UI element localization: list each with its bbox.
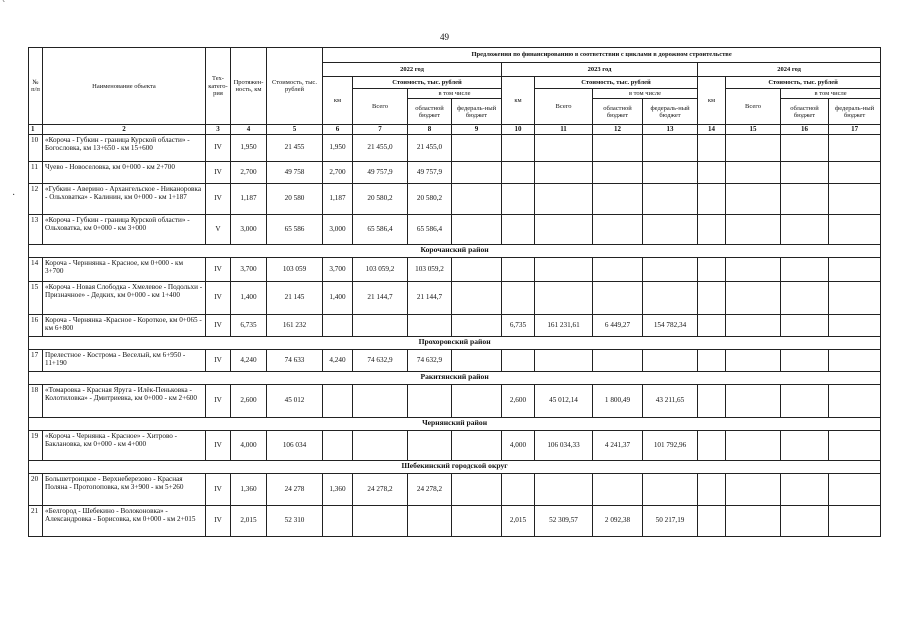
km-2023-cell — [502, 161, 535, 183]
federal-2024-cell — [829, 384, 881, 417]
page-number: 49 — [440, 32, 449, 42]
year-2023-header: 2023 год — [502, 63, 698, 77]
object-name-cell: «Короча - Новая Слободка - Хмелевое - Подольхи - Призначное» - Дедких, км 0+000 - км 1+400 — [43, 281, 206, 314]
regional-2022-cell: 21 455,0 — [408, 134, 452, 161]
km-2022-cell — [323, 314, 353, 336]
year-2022-header: 2022 год — [323, 63, 502, 77]
km-2022-cell — [323, 384, 353, 417]
row-number-cell: 15 — [29, 281, 43, 314]
total-2023-cell — [535, 134, 593, 161]
row-number-cell: 16 — [29, 314, 43, 336]
regional-2024-cell — [781, 505, 829, 536]
cost-label-header: Стоимость, тыс. рублей — [726, 77, 881, 89]
km-2024-cell — [698, 430, 726, 460]
total-2024-cell — [726, 257, 781, 281]
category-cell: IV — [206, 384, 231, 417]
total-2022-cell — [353, 505, 408, 536]
category-cell: IV — [206, 161, 231, 183]
cost-cell: 24 278 — [267, 473, 323, 505]
cost-cell: 49 758 — [267, 161, 323, 183]
column-index-cell: 5 — [267, 125, 323, 134]
total-2024-cell — [726, 214, 781, 244]
row-number-cell: 19 — [29, 430, 43, 460]
table-row — [29, 281, 881, 314]
category-cell: IV — [206, 505, 231, 536]
regional-2022-cell: 21 144,7 — [408, 281, 452, 314]
federal-2024-cell — [829, 214, 881, 244]
total-2024-cell — [726, 281, 781, 314]
total-header: Всего — [353, 89, 408, 125]
cost-cell: 103 059 — [267, 257, 323, 281]
object-name-cell: «Томаровка - Красная Яруга - Илёк-Пеньковка - Колотиловка» - Дмитриевка, км 0+000 - км 2+600 — [43, 384, 206, 417]
federal-2024-cell — [829, 183, 881, 214]
km-2024-cell — [698, 505, 726, 536]
total-2022-cell: 103 059,2 — [353, 257, 408, 281]
km-2023-cell: 2,015 — [502, 505, 535, 536]
km-header: км — [502, 77, 535, 125]
km-2024-cell — [698, 384, 726, 417]
including-header: в том числе — [593, 89, 698, 99]
table-row — [29, 473, 881, 505]
km-2023-cell — [502, 257, 535, 281]
total-2024-cell — [726, 134, 781, 161]
federal-2022-cell — [452, 183, 502, 214]
column-index-cell: 14 — [698, 125, 726, 134]
federal-2022-cell — [452, 430, 502, 460]
row-number-cell: 17 — [29, 349, 43, 371]
km-2022-cell: 1,950 — [323, 134, 353, 161]
length-cell: 1,360 — [231, 473, 267, 505]
km-2023-cell — [502, 134, 535, 161]
proposals-header: Предложения по финансированию в соответствии с циклами в дорожном строительстве — [323, 48, 881, 63]
federal-header: федераль-ный бюджет — [452, 99, 502, 125]
km-2024-cell — [698, 281, 726, 314]
federal-2023-cell: 50 217,19 — [643, 505, 698, 536]
km-2022-cell: 2,700 — [323, 161, 353, 183]
regional-2023-cell — [593, 161, 643, 183]
federal-2024-cell — [829, 349, 881, 371]
regional-2023-cell — [593, 134, 643, 161]
category-cell: IV — [206, 281, 231, 314]
object-name-cell: Большетроицкое - Верхнеберезово - Красная Полянa - Протопоповка, км 3+900 - км 5+260 — [43, 473, 206, 505]
federal-2023-cell — [643, 257, 698, 281]
section-title: Шебекинский городской округ — [29, 460, 881, 473]
federal-2023-cell — [643, 183, 698, 214]
federal-2022-cell — [452, 257, 502, 281]
financing-table — [28, 47, 881, 537]
length-cell: 4,240 — [231, 349, 267, 371]
federal-2023-cell — [643, 134, 698, 161]
federal-2022-cell — [452, 384, 502, 417]
regional-2024-cell — [781, 430, 829, 460]
federal-2024-cell — [829, 430, 881, 460]
km-2023-cell: 6,735 — [502, 314, 535, 336]
regional-2023-cell — [593, 473, 643, 505]
total-2022-cell — [353, 430, 408, 460]
total-2022-cell: 21 455,0 — [353, 134, 408, 161]
federal-2023-cell — [643, 214, 698, 244]
regional-2023-cell — [593, 214, 643, 244]
length-cell: 1,950 — [231, 134, 267, 161]
length-cell: 4,000 — [231, 430, 267, 460]
table-row — [29, 430, 881, 460]
cost-cell: 21 455 — [267, 134, 323, 161]
regional-2023-cell: 4 241,37 — [593, 430, 643, 460]
object-name-cell: Прелестное - Кострома - Веселый, км 6+950 - 11+190 — [43, 349, 206, 371]
scan-mark: · — [12, 190, 16, 201]
km-2023-cell — [502, 473, 535, 505]
col-num-header: № п/п — [29, 48, 43, 125]
column-index-cell: 4 — [231, 125, 267, 134]
regional-2023-cell — [593, 183, 643, 214]
total-2022-cell: 24 278,2 — [353, 473, 408, 505]
cost-cell: 161 232 — [267, 314, 323, 336]
federal-header: федераль-ный бюджет — [829, 99, 881, 125]
total-2024-cell — [726, 314, 781, 336]
total-2022-cell: 21 144,7 — [353, 281, 408, 314]
section-title: Ракитянский район — [29, 371, 881, 384]
km-2024-cell — [698, 161, 726, 183]
category-cell: V — [206, 214, 231, 244]
regional-2022-cell — [408, 314, 452, 336]
column-index-cell: 13 — [643, 125, 698, 134]
total-2024-cell — [726, 183, 781, 214]
cost-cell: 106 034 — [267, 430, 323, 460]
row-number-cell: 10 — [29, 134, 43, 161]
table-row — [29, 161, 881, 183]
federal-2022-cell — [452, 473, 502, 505]
length-cell: 1,400 — [231, 281, 267, 314]
federal-2024-cell — [829, 281, 881, 314]
total-2024-cell — [726, 473, 781, 505]
km-2023-cell — [502, 183, 535, 214]
regional-2022-cell: 24 278,2 — [408, 473, 452, 505]
total-2023-cell — [535, 281, 593, 314]
federal-2023-cell: 154 782,34 — [643, 314, 698, 336]
federal-2022-cell — [452, 314, 502, 336]
federal-2023-cell: 43 211,65 — [643, 384, 698, 417]
regional-2023-cell: 2 092,38 — [593, 505, 643, 536]
km-2023-cell: 4,000 — [502, 430, 535, 460]
total-2022-cell: 20 580,2 — [353, 183, 408, 214]
row-number-cell: 20 — [29, 473, 43, 505]
total-2023-cell — [535, 161, 593, 183]
object-name-cell: Короча - Чернянка -Красное - Короткое, км 0+065 - км 6+800 — [43, 314, 206, 336]
regional-2022-cell: 103 059,2 — [408, 257, 452, 281]
regional-2024-cell — [781, 134, 829, 161]
column-index-cell: 12 — [593, 125, 643, 134]
federal-2023-cell — [643, 161, 698, 183]
federal-2023-cell: 101 792,96 — [643, 430, 698, 460]
row-number-cell: 11 — [29, 161, 43, 183]
federal-2024-cell — [829, 134, 881, 161]
length-cell: 2,600 — [231, 384, 267, 417]
column-index-cell: 3 — [206, 125, 231, 134]
km-2023-cell — [502, 214, 535, 244]
km-header: км — [698, 77, 726, 125]
regional-2022-cell: 49 757,9 — [408, 161, 452, 183]
km-2022-cell: 1,400 — [323, 281, 353, 314]
object-name-cell: «Короча - Губкин - граница Курской области» - Богословка, км 13+650 - км 15+600 — [43, 134, 206, 161]
regional-2024-cell — [781, 281, 829, 314]
federal-2022-cell — [452, 161, 502, 183]
col-category-header: Тех-катего-рия — [206, 48, 231, 125]
object-name-cell: «Короча - Чернянка - Красное» - Хитрово - Баклановка, км 0+000 - км 4+000 — [43, 430, 206, 460]
cost-cell: 74 633 — [267, 349, 323, 371]
km-2023-cell: 2,600 — [502, 384, 535, 417]
category-cell: IV — [206, 314, 231, 336]
regional-2024-cell — [781, 214, 829, 244]
regional-header: областной бюджет — [593, 99, 643, 125]
federal-2022-cell — [452, 281, 502, 314]
regional-2024-cell — [781, 473, 829, 505]
regional-header: областной бюджет — [781, 99, 829, 125]
table-row — [29, 214, 881, 244]
km-2022-cell: 1,187 — [323, 183, 353, 214]
km-2022-cell: 4,240 — [323, 349, 353, 371]
federal-2023-cell — [643, 473, 698, 505]
federal-2022-cell — [452, 134, 502, 161]
km-2023-cell — [502, 281, 535, 314]
regional-2023-cell — [593, 257, 643, 281]
including-header: в том числе — [408, 89, 502, 99]
row-number-cell: 14 — [29, 257, 43, 281]
km-2024-cell — [698, 134, 726, 161]
category-cell: IV — [206, 430, 231, 460]
km-2023-cell — [502, 349, 535, 371]
federal-2023-cell — [643, 281, 698, 314]
total-2024-cell — [726, 430, 781, 460]
total-2022-cell: 74 632,9 — [353, 349, 408, 371]
length-cell: 2,015 — [231, 505, 267, 536]
federal-2024-cell — [829, 505, 881, 536]
object-name-cell: Чуево - Новоселовка, км 0+000 - км 2+700 — [43, 161, 206, 183]
cost-cell: 20 580 — [267, 183, 323, 214]
regional-header: областной бюджет — [408, 99, 452, 125]
cost-cell: 21 145 — [267, 281, 323, 314]
column-index-cell: 2 — [43, 125, 206, 134]
section-title: Корочанский район — [29, 244, 881, 257]
km-2022-cell: 3,700 — [323, 257, 353, 281]
regional-2022-cell — [408, 384, 452, 417]
total-header: Всего — [535, 89, 593, 125]
column-index-cell: 6 — [323, 125, 353, 134]
regional-2024-cell — [781, 257, 829, 281]
column-index-cell: 11 — [535, 125, 593, 134]
table-row — [29, 384, 881, 417]
total-2024-cell — [726, 349, 781, 371]
section-title: Прохоровский район — [29, 336, 881, 349]
km-2024-cell — [698, 214, 726, 244]
regional-2023-cell: 6 449,27 — [593, 314, 643, 336]
table-row — [29, 257, 881, 281]
cost-label-header: Стоимость, тыс. рублей — [535, 77, 698, 89]
total-2023-cell: 45 012,14 — [535, 384, 593, 417]
cost-cell: 52 310 — [267, 505, 323, 536]
column-index-cell: 1 — [29, 125, 43, 134]
object-name-cell: «Короча - Губкин - граница Курской области» - Ольховатка, км 0+000 - км 3+000 — [43, 214, 206, 244]
regional-2022-cell: 65 586,4 — [408, 214, 452, 244]
regional-2024-cell — [781, 349, 829, 371]
col-cost-header: Стоимость, тыс. рублей — [267, 48, 323, 125]
federal-2022-cell — [452, 349, 502, 371]
object-name-cell: Короча - Черннянка - Красное, км 0+000 - км 3+700 — [43, 257, 206, 281]
federal-2022-cell — [452, 214, 502, 244]
federal-2024-cell — [829, 161, 881, 183]
total-2024-cell — [726, 384, 781, 417]
cost-cell: 65 586 — [267, 214, 323, 244]
km-2024-cell — [698, 183, 726, 214]
object-name-cell: «Белгород - Шебекино - Волоконовка» - Александровка - Борисовка, км 0+000 - км 2+015 — [43, 505, 206, 536]
section-title: Чернянский район — [29, 417, 881, 430]
km-header: км — [323, 77, 353, 125]
regional-2024-cell — [781, 183, 829, 214]
regional-2023-cell: 1 800,49 — [593, 384, 643, 417]
length-cell: 1,187 — [231, 183, 267, 214]
federal-header: федераль-ный бюджет — [643, 99, 698, 125]
km-2024-cell — [698, 349, 726, 371]
km-2022-cell — [323, 430, 353, 460]
category-cell: IV — [206, 349, 231, 371]
column-index-cell: 10 — [502, 125, 535, 134]
km-2022-cell: 1,360 — [323, 473, 353, 505]
including-header: в том числе — [781, 89, 881, 99]
regional-2023-cell — [593, 281, 643, 314]
col-length-header: Протяжен-ность, км — [231, 48, 267, 125]
object-name-cell: «Губкин - Аверино - Архангельское - Никаноровка - Ольховатка» - Калинин, км 0+000 - км 1+187 — [43, 183, 206, 214]
length-cell: 2,700 — [231, 161, 267, 183]
column-index-cell: 17 — [829, 125, 881, 134]
regional-2023-cell — [593, 349, 643, 371]
total-2023-cell — [535, 473, 593, 505]
total-2023-cell: 52 309,57 — [535, 505, 593, 536]
year-2024-header: 2024 год — [698, 63, 881, 77]
federal-2024-cell — [829, 473, 881, 505]
column-index-cell: 15 — [726, 125, 781, 134]
total-2024-cell — [726, 505, 781, 536]
total-2023-cell: 161 231,61 — [535, 314, 593, 336]
row-number-cell: 13 — [29, 214, 43, 244]
total-2024-cell — [726, 161, 781, 183]
category-cell: IV — [206, 183, 231, 214]
total-2023-cell — [535, 214, 593, 244]
row-number-cell: 21 — [29, 505, 43, 536]
cost-cell: 45 012 — [267, 384, 323, 417]
regional-2022-cell: 74 632,9 — [408, 349, 452, 371]
total-2022-cell — [353, 384, 408, 417]
km-2024-cell — [698, 257, 726, 281]
table-row — [29, 314, 881, 336]
column-index-cell: 7 — [353, 125, 408, 134]
category-cell: IV — [206, 473, 231, 505]
category-cell: IV — [206, 134, 231, 161]
col-name-header: Наименование объекта — [43, 48, 206, 125]
total-header: Всего — [726, 89, 781, 125]
row-number-cell: 12 — [29, 183, 43, 214]
category-cell: IV — [206, 257, 231, 281]
length-cell: 3,000 — [231, 214, 267, 244]
table-row — [29, 134, 881, 161]
total-2022-cell: 65 586,4 — [353, 214, 408, 244]
regional-2022-cell — [408, 430, 452, 460]
total-2023-cell — [535, 257, 593, 281]
regional-2024-cell — [781, 314, 829, 336]
total-2023-cell — [535, 183, 593, 214]
table-row — [29, 183, 881, 214]
total-2022-cell — [353, 314, 408, 336]
km-2024-cell — [698, 314, 726, 336]
km-2024-cell — [698, 473, 726, 505]
cost-label-header: Стоимость, тыс. рублей — [353, 77, 502, 89]
column-index-cell: 16 — [781, 125, 829, 134]
federal-2022-cell — [452, 505, 502, 536]
length-cell: 3,700 — [231, 257, 267, 281]
regional-2024-cell — [781, 161, 829, 183]
km-2022-cell: 3,000 — [323, 214, 353, 244]
km-2022-cell — [323, 505, 353, 536]
column-index-cell: 9 — [452, 125, 502, 134]
table-row — [29, 505, 881, 536]
federal-2023-cell — [643, 349, 698, 371]
scan-mark: ` — [2, 0, 6, 11]
total-2022-cell: 49 757,9 — [353, 161, 408, 183]
regional-2022-cell: 20 580,2 — [408, 183, 452, 214]
regional-2024-cell — [781, 384, 829, 417]
federal-2024-cell — [829, 257, 881, 281]
total-2023-cell: 106 034,33 — [535, 430, 593, 460]
length-cell: 6,735 — [231, 314, 267, 336]
federal-2024-cell — [829, 314, 881, 336]
table-row — [29, 349, 881, 371]
row-number-cell: 18 — [29, 384, 43, 417]
regional-2022-cell — [408, 505, 452, 536]
column-index-cell: 8 — [408, 125, 452, 134]
total-2023-cell — [535, 349, 593, 371]
